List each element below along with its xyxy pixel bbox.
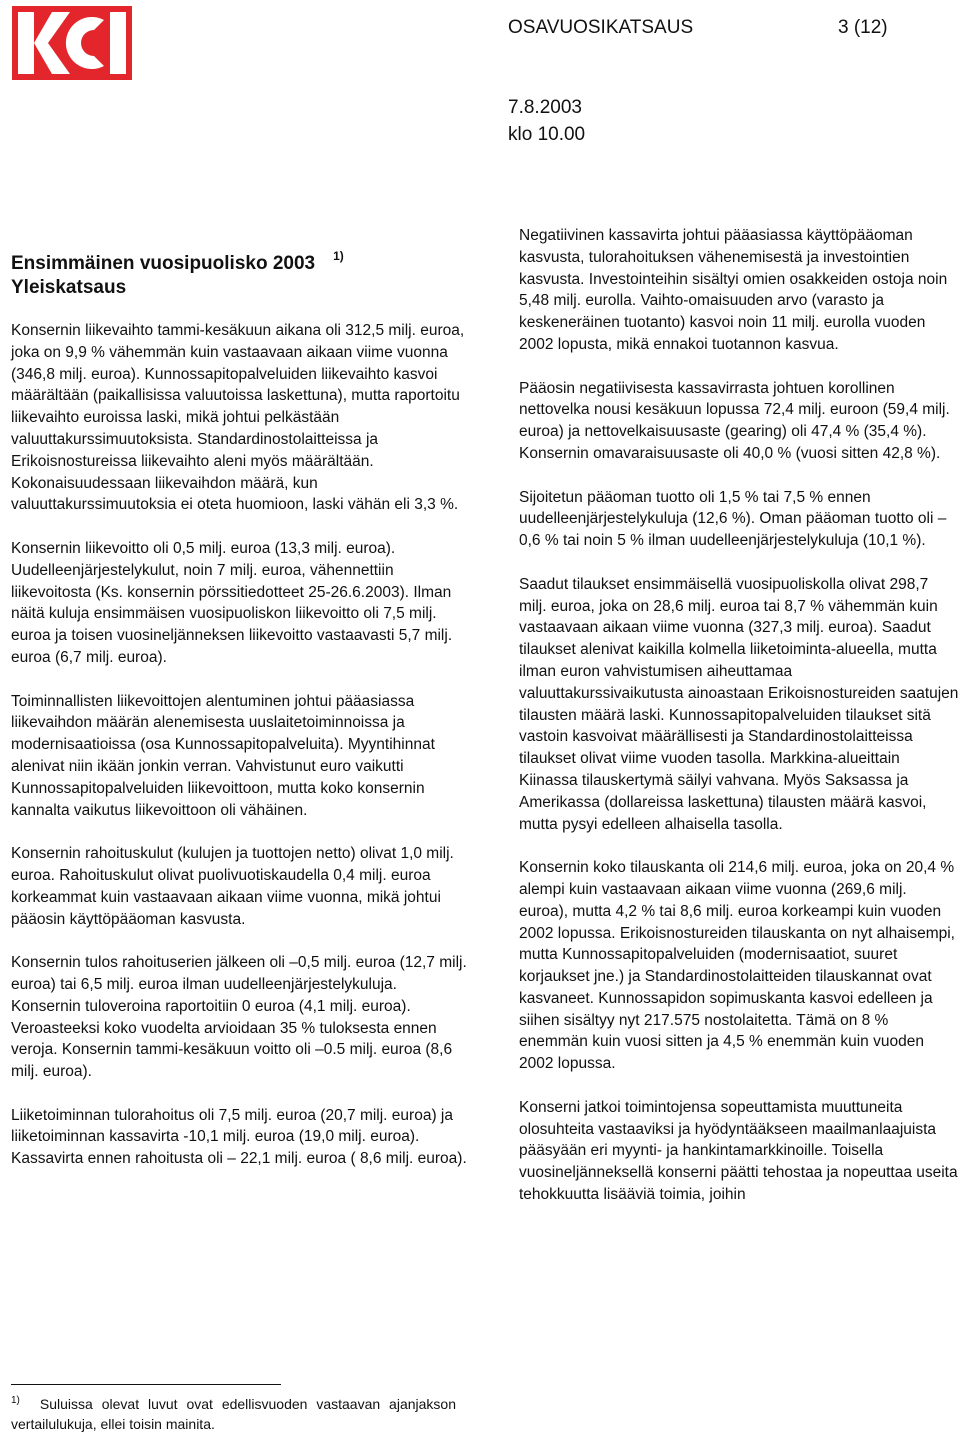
release-time: klo 10.00 xyxy=(508,124,586,145)
report-title: OSAVUOSIKATSAUS xyxy=(508,17,694,38)
paragraph: Sijoitetun pääoman tuotto oli 1,5 % tai 7,5 % ennen uudelleenjärjestelykuluja (12,6 %). Oman pääoman tuotto oli –0,6 % tai noin 5 % ilman uudelleenjärjestelykuluja (10,1 %). xyxy=(519,488,947,550)
footnote-text: Suluissa olevat luvut ovat edellisvuoden vastaavan ajanjakson vertailulukuja, ellei toisin mainita. xyxy=(11,1396,456,1432)
right-column xyxy=(519,225,959,1228)
paragraph: Saadut tilaukset ensimmäisellä vuosipuoliskolla olivat 298,7 milj. euroa, joka on 28,6 milj. euroa tai 8,7 % vähemmän kuin vastaavaan aikaan viime vuonna (327,3 milj. euroa). Saadut tilaukset alenivat kaikilla kolmella liiketoiminta-alueella, mutta ilman euron vahvistumisen aiheuttamaa valuuttakurssivaikutusta ainoastaan Erikoisnostureiden saatujen tilausten määrä laski. Kunnossapitopalveluiden tilaukset sitä vastoin kasvoivat määrällisesti ja Standardinostolaitteissa tilaukset olivat viime vuoden tasolla. Markkina-alueittain Kiinassa tilauskertymä säilyi vahvana. Myös Saksassa ja Amerikassa (dollareissa laskettuna) tilausten määrä kasvoi, mutta pysyi edelleen alhaisella tasolla. xyxy=(519,575,959,833)
kci-logo xyxy=(12,6,132,80)
paragraph: Konsernin koko tilauskanta oli 214,6 milj. euroa, joka on 20,4 % alempi kuin vastaavaan aikaan viime vuonna (269,6 milj. euroa), mutta 4,2 % tai 8,6 milj. euroa korkeampi kuin vuoden 2002 lopussa. Erikoisnostureiden tilauskanta on nyt alhaisempi, mutta Kunnossapitopalveluiden (modernisaatiot, suuret korjaukset jne.) ja Standardinostolaitteiden tilauskannat ovat kasvaneet. Kunnossapidon sopimuskanta kasvoi edelleen ja siihen sisältyy nyt 217.575 nostolaitetta. Tämä on 8 % enemmän kuin vuosi sitten ja 4,5 % enemmän kuin vuoden 2002 lopussa. xyxy=(519,859,955,1073)
paragraph: Konserni jatkoi toimintojensa sopeuttamista muuttuneita olosuhteita vastaaviksi ja hyödyntääkseen maailmanlaajuista pääsyään eri myynti- ja hankintamarkkinoille. Toisella vuosineljänneksellä konserni päätti tehostaa ja nopeuttaa useita tehokkuutta lisääviä toimia, joihin xyxy=(519,1098,958,1204)
paragraph: Liiketoiminnan tulorahoitus oli 7,5 milj. euroa (20,7 milj. euroa) ja liiketoiminnan kassavirta -10,1 milj. euroa (19,0 milj. euroa). Kassavirta ennen rahoitusta oli – 22,1 milj. euroa ( 8,6 milj. euroa). xyxy=(11,1106,467,1168)
paragraph: Toiminnallisten liikevoittojen alentuminen johtui pääasiassa liikevaihdon määrän alenemisesta uuslaitetoiminnoissa ja modernisaatioissa (osa Kunnossapitopalveluita). Myyntihinnat alenivat niin ikään jonkin verran. Vahvistunut euro vaikutti Kunnossapitopalveluiden liikevoittoon, mutta koko konsernin kannalta vaikutus liikevoittoon oli vähäinen. xyxy=(11,692,435,819)
paragraph: Konsernin liikevoitto oli 0,5 milj. euroa (13,3 milj. euroa). Uudelleenjärjestelykulut, noin 7 milj. euroa, vähennettiin liikevoitosta (Ks. konsernin pörssitiedotteet 25-26.6.2003). Ilman näitä kuluja ensimmäisen vuosipuoliskon liikevoitto oli 7,5 milj. euroa ja toisen vuosineljänneksen liikevoitto vastaavasti 5,7 milj. euroa (6,7 milj. euroa). xyxy=(11,539,453,666)
page-number: 3 (12) xyxy=(838,17,888,38)
footnote-marker: 1) xyxy=(11,1395,20,1406)
paragraph: Konsernin rahoituskulut (kulujen ja tuottojen netto) olivat 1,0 milj. euroa. Rahoituskulut olivat puolivuotiskaudella 0,4 milj. euroa korkeammat kuin vastaavaan aikaan viime vuonna, mikä johtui pääosin käyttöpääoman kasvusta. xyxy=(11,845,454,928)
heading-line-1: Ensimmäinen vuosipuolisko 2003 xyxy=(11,253,316,274)
left-column xyxy=(11,320,471,1192)
paragraph: Negatiivinen kassavirta johtui pääasiassa käyttöpääoman kasvusta, tulorahoituksen vähenemisestä ja investointien kasvusta. Investointeihin sisältyi omien osakkeiden ostoja noin 5,48 milj. eurolla. Vaihto-omaisuuden arvo (varasto ja keskeneräinen tuotanto) kasvoi noin 11 milj. eurolla vuoden 2002 lopusta, mikä ennakoi tuotannon kasvua. xyxy=(519,227,948,353)
footnote-divider xyxy=(11,1384,281,1385)
footnote xyxy=(11,1391,456,1434)
heading-footnote-marker: 1) xyxy=(333,249,344,263)
paragraph: Konsernin liikevaihto tammi-kesäkuun aikana oli 312,5 milj. euroa, joka on 9,9 % vähemmän kuin vastaavaan aikaan viime vuonna (346,8 milj. euroa). Kunnossapitopalveluiden liikevaihto kasvoi määrältään (paikallisissa valuutoissa laskettuna), mutta raportoitu liikevaihto euroissa laski, mikä johtui pelkästään valuuttakurssimuutoksista. Standardinostolaitteissa ja Erikoisnostureissa liikevaihto aleni myös määrältään. Kokonaisuudessaan liikevaihdon määrä, kun valuuttakurssimuutoksia ei oteta huomioon, laski vähän eli 3,3 %. xyxy=(11,322,465,514)
release-date: 7.8.2003 xyxy=(508,97,582,118)
kci-logo-mark xyxy=(12,6,132,80)
paragraph: Pääosin negatiivisesta kassavirrasta johtuen korollinen nettovelka nousi kesäkuun lopussa 72,4 milj. euroon (59,4 milj. euroa) ja nettovelkaisuusaste (gearing) oli 47,4 % (35,4 %). Konsernin omavaraisuusaste oli 40,0 % (vuosi sitten 42,8 %). xyxy=(519,379,950,462)
paragraph: Konsernin tulos rahoituserien jälkeen oli –0,5 milj. euroa (12,7 milj. euroa) tai 6,5 milj. euroa ilman uudelleenjärjestelykuluja. Konsernin tuloveroina raportoitiin 0 euroa (4,1 milj. euroa). Veroasteeksi koko vuodelta arvioidaan 35 % tuloksesta ennen veroja. Konsernin tammi-kesäkuun voitto oli –0.5 milj. euroa (8,6 milj. euroa). xyxy=(11,954,467,1081)
heading-line-2: Yleiskatsaus xyxy=(11,277,127,298)
section-heading xyxy=(11,244,471,300)
